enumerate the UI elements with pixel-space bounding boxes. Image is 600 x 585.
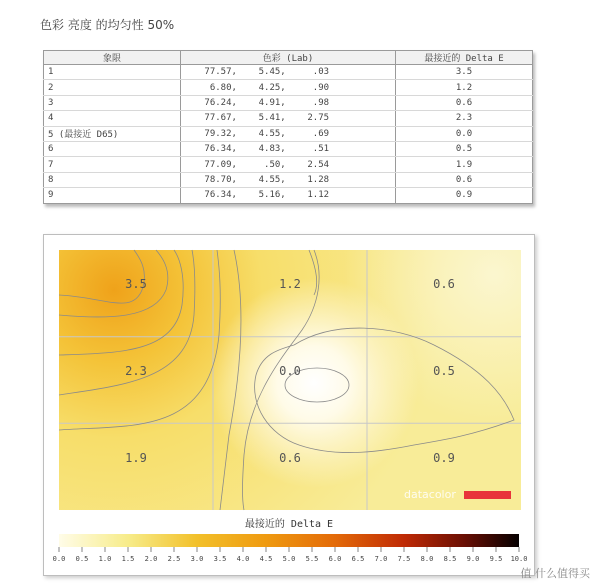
datacolor-watermark: datacolor — [404, 488, 456, 501]
quadrant-cell: 8 — [44, 172, 181, 187]
lab-cell: 77.57, 5.45, .03 — [181, 65, 396, 80]
table-row — [44, 80, 533, 95]
delta-cell: 0.0 — [396, 126, 533, 141]
table-row — [44, 172, 533, 187]
quadrant-cell: 4 — [44, 111, 181, 126]
table-row — [44, 126, 533, 141]
scale-tick-label: 0.5 — [75, 555, 89, 563]
scale-tick-label: 9.0 — [466, 555, 480, 563]
table-row — [44, 188, 533, 203]
uniformity-heatmap — [44, 235, 534, 575]
cell-label-9: 0.9 — [433, 451, 455, 465]
scale-title: 最接近的 Delta E — [244, 519, 334, 530]
scale-bar — [59, 534, 519, 547]
cell-label-7: 1.9 — [125, 451, 147, 465]
scale-tick-label: 4.5 — [259, 555, 273, 563]
delta-cell: 0.6 — [396, 95, 533, 110]
table-header-row — [44, 51, 533, 65]
scale-tick-labels — [53, 555, 528, 563]
scale-tick-label: 4.0 — [236, 555, 250, 563]
scale-tick-label: 5.5 — [305, 555, 319, 563]
quadrant-cell: 7 — [44, 157, 181, 172]
cell-label-3: 0.6 — [433, 277, 455, 291]
scale-tick-label: 10.0 — [510, 555, 528, 563]
cell-label-1: 3.5 — [125, 277, 147, 291]
lab-cell: 79.32, 4.55, .69 — [181, 126, 396, 141]
quadrant-cell: 2 — [44, 80, 181, 95]
cell-label-4: 2.3 — [125, 364, 147, 378]
scale-tick-label: 3.5 — [213, 555, 227, 563]
delta-cell: 0.6 — [396, 172, 533, 187]
delta-cell: 0.5 — [396, 141, 533, 156]
scale-tick-label: 7.5 — [397, 555, 411, 563]
lab-cell: 78.70, 4.55, 1.28 — [181, 172, 396, 187]
scale-tick-label: 8.5 — [443, 555, 457, 563]
scale-tick-label: 3.0 — [190, 555, 204, 563]
scale-tick-label: 8.0 — [420, 555, 434, 563]
quadrant-cell: 5 (最接近 D65) — [44, 126, 181, 141]
scale-ticks — [59, 547, 519, 552]
header-delta: 最接近的 Delta E — [396, 51, 533, 65]
cell-label-8: 0.6 — [279, 451, 301, 465]
lab-cell: 76.34, 5.16, 1.12 — [181, 188, 396, 203]
scale-tick-label: 1.0 — [98, 555, 112, 563]
lab-table — [43, 50, 533, 204]
scale-tick-label: 5.0 — [282, 555, 296, 563]
scale-tick-label: 6.5 — [351, 555, 365, 563]
header-lab: 色彩 (Lab) — [181, 51, 396, 65]
table-row — [44, 111, 533, 126]
table-row — [44, 141, 533, 156]
quadrant-cell: 9 — [44, 188, 181, 203]
scale-tick-label: 2.0 — [144, 555, 158, 563]
table-row — [44, 65, 533, 80]
cell-label-2: 1.2 — [279, 277, 301, 291]
cell-label-5: 0.0 — [279, 364, 301, 378]
lab-cell: 77.09, .50, 2.54 — [181, 157, 396, 172]
lab-cell: 76.24, 4.91, .98 — [181, 95, 396, 110]
scale-tick-label: 6.0 — [328, 555, 342, 563]
lab-cell: 76.34, 4.83, .51 — [181, 141, 396, 156]
delta-cell: 0.9 — [396, 188, 533, 203]
delta-cell: 1.9 — [396, 157, 533, 172]
delta-cell: 2.3 — [396, 111, 533, 126]
lab-cell: 77.67, 5.41, 2.75 — [181, 111, 396, 126]
cell-label-6: 0.5 — [433, 364, 455, 378]
quadrant-cell: 3 — [44, 95, 181, 110]
table-row — [44, 95, 533, 110]
uniformity-panel — [43, 234, 535, 576]
header-quadrant: 象限 — [44, 51, 181, 65]
quadrant-cell: 1 — [44, 65, 181, 80]
delta-cell: 1.2 — [396, 80, 533, 95]
quadrant-cell: 6 — [44, 141, 181, 156]
page-title: 色彩 亮度 的均匀性 50% — [40, 18, 175, 32]
watermark-bar — [464, 491, 511, 499]
delta-cell: 3.5 — [396, 65, 533, 80]
scale-tick-label: 1.5 — [121, 555, 135, 563]
lab-cell: 6.80, 4.25, .90 — [181, 80, 396, 95]
scale-tick-label: 2.5 — [167, 555, 181, 563]
scale-tick-label: 0.0 — [52, 555, 66, 563]
scale-tick-label: 7.0 — [374, 555, 388, 563]
site-watermark: 值 什么值得买 — [520, 567, 590, 580]
table-row — [44, 157, 533, 172]
scale-tick-label: 9.5 — [489, 555, 503, 563]
